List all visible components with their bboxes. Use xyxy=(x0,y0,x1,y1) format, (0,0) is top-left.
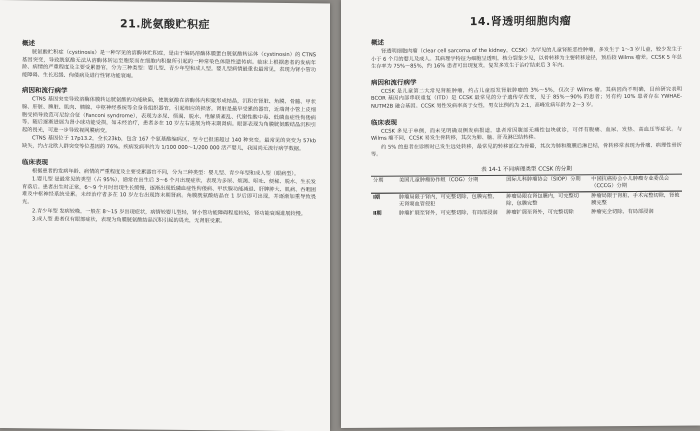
right-book-page xyxy=(341,0,700,428)
table-header-cell: 美国儿童肿瘤协作组（COG）分期 xyxy=(397,175,504,193)
table-cell: 肿瘤扩展至肾外，可完整切除，有局部浸润 xyxy=(399,209,498,217)
right-page-title: 14.肾透明细胞肉瘤 xyxy=(469,14,572,29)
table-cell: Ⅰ期 xyxy=(373,194,381,201)
section-heading: 临床表现 xyxy=(371,118,397,127)
table-row xyxy=(371,208,682,219)
staging-table xyxy=(371,174,682,219)
paragraph: 胱氨酸贮积症（cystinosis）是一种罕见的溶酶体贮积症，是由于编码溶酶体膜蛋白胱氨酸转运体（cystinosin）的 CTNS 基因突变，导致胱氨酸无法从溶酶体转运至胞浆而在细胞内积聚所引起的一种常染色体隐性遗传病。临床上根据患者的发病年龄、病情的严重程度及主要受累器官，分为三种类型：婴儿型、青少年型和成人型。婴儿型病情最重也最常见，表现为肾小管功能障碍、生长迟缓、佝偻病及进行性肾功能衰竭。 xyxy=(22,49,316,80)
paragraph: 2.青少年型 发病较晚，一般在 8～15 岁出现症状，病情较婴儿型轻，肾小管功能障碍程度较轻，肾功能衰竭进展较慢。 xyxy=(32,207,306,217)
section-heading: 病因和流行病学 xyxy=(371,78,417,87)
table-cell: 肿瘤完全切除，有局部浸润 xyxy=(591,208,654,216)
table-header-cell: 分期 xyxy=(371,176,397,193)
table-cell: 肿瘤局限在肾包膜内，可完整切除，包膜完整 xyxy=(506,193,579,207)
paragraph: CTNS 基因位于 17p13.2，全长23kb，包含 167 个氨基酸编码区，至今已报道超过 140 种突变。最常见的突变为 57kb 缺失，约占北欧人群突变等位基因的 76%。疾病发病率约为 1/100 000～1/200 000 活产婴儿，我国尚无流行病学数据。 xyxy=(22,135,316,153)
left-page-title: 21.胱氨酸贮积症 xyxy=(120,17,210,32)
table-header-cell: 国际儿科肿瘤协会（SIOP）分期 xyxy=(504,175,589,193)
table-cell: 肿瘤局限于肾内，可完整切除，包膜完整，无肾窦血管侵犯 xyxy=(399,193,498,208)
paragraph: 1.婴儿型 是最常见的类型（占 95%），通常在出生后 3～6 个月出现症状，表现为多尿、烦渴、呕吐、便秘、脱水、生长发育落后。患者出生时正常，6～9 个月时出现生长缓慢，逐渐出现低磷血症性佝偻病、甲状腺功能减退、肝脾肿大、肌病、吞咽困难及中枢神经系统受累。未经治疗者多在 10 岁左右出现终末期肾病。角膜胱氨酸结晶在 1 岁后即可出现，并逐渐加重导致畏光。 xyxy=(22,176,316,206)
paragraph: CCSK 是儿童第二大常见肾脏肿瘤，约占儿童原发肾脏肿瘤的 3%～5%，仅次于 Wilms 瘤。其病因尚不明确，目前研究表明 BCOR 基因内部串联重复（ITD）是 CCSK 最常见的分子遗传学改变，见于 85%～90% 的患者；另有约 10% 患者存在 YWHAE-NUTM2B 融合基因。CCSK 男性发病率高于女性，男女比例约为 2:1，高峰发病年龄为 2～3 岁。 xyxy=(371,86,682,110)
paragraph: 3.成人型 患者仅有眼部症状，表现为角膜胱氨酸结晶沉积引起的畏光，无肾脏受累。 xyxy=(32,216,226,225)
table-cell: 肿瘤局限于肾脏，手术完整切除，肾被膜完整 xyxy=(591,192,680,207)
table-cell: Ⅱ期 xyxy=(373,210,382,217)
paragraph: CCSK 多见于单侧，而未见明确双侧发病报道。患者常因腹部无痛性包块就诊，可伴有腹痛、血尿、发热、高血压等症状。与 Wilms 瘤不同，CCSK 易发生骨转移，其次为肺、脑、肝及淋巴结转移。 xyxy=(371,126,682,142)
left-book-page xyxy=(0,0,330,431)
section-heading: 临床表现 xyxy=(22,157,48,167)
paragraph: CTNS 基因突变导致溶酶体膜转运胱氨酸的功能缺陷，使胱氨酸在溶酶体内积聚形成结晶，沉积在肾脏、角膜、骨髓、甲状腺、肝脏、脾脏、肌肉、胰腺、中枢神经系统等全身各组织器官，引起相应的损害。肾脏是最早受累的器官，近端肾小管上皮细胞受损导致范可尼综合征（Fanconi syndrome），表现为多尿、烦渴、脱水、电解质紊乱、代谢性酸中毒、低磷血症性佝偻病等，随后逐渐进展为肾小球功能受损，如未经治疗，患者多在 10 岁左右进展为终末期肾病。眼部表现为角膜胱氨酸结晶沉积引起的畏光，可进一步导致视网膜病变。 xyxy=(22,96,316,134)
paragraph: 根据患者的发病年龄、病情的严重程度及主要受累器官不同，分为三种类型：婴儿型、青少年型和成人型（眼病型）。 xyxy=(32,167,300,177)
table-caption: 表 14-1 不同病理类型 CCSK 的分期 xyxy=(481,166,572,173)
section-heading: 病因和流行病学 xyxy=(22,86,68,96)
table-header-cell: 中国抗癌协会小儿肿瘤专业委员会（CCCG）分期 xyxy=(589,174,682,192)
table-header-row xyxy=(371,174,682,193)
section-heading: 概述 xyxy=(22,39,35,48)
paragraph: 约 5% 的患者在诊断时已发生远处转移，最常见的转移部位为骨骼，其次为肺和腹膜后淋巴结，骨转移常表现为骨痛、病理性骨折等。 xyxy=(371,142,682,159)
table-cell: 肿瘤扩展至肾外，可完整切除 xyxy=(506,209,574,216)
paragraph: 肾透明细胞肉瘤（clear cell sarcoma of the kidney，CCSK）为罕见的儿童肾脏恶性肿瘤，多发生于 1～3 岁儿童，较少发生于小于 6 个月的婴儿及成人。其病理学特征为细胞呈透明，核分裂象少见，以骨转移为主要转移途径，预后较 Wilms 瘤差。CCSK 5 年总生存率为 75%～85%，约 16% 患者可出现复发，复发多发生于治疗结束后 3 年内。 xyxy=(371,46,682,70)
section-heading: 概述 xyxy=(371,38,384,47)
